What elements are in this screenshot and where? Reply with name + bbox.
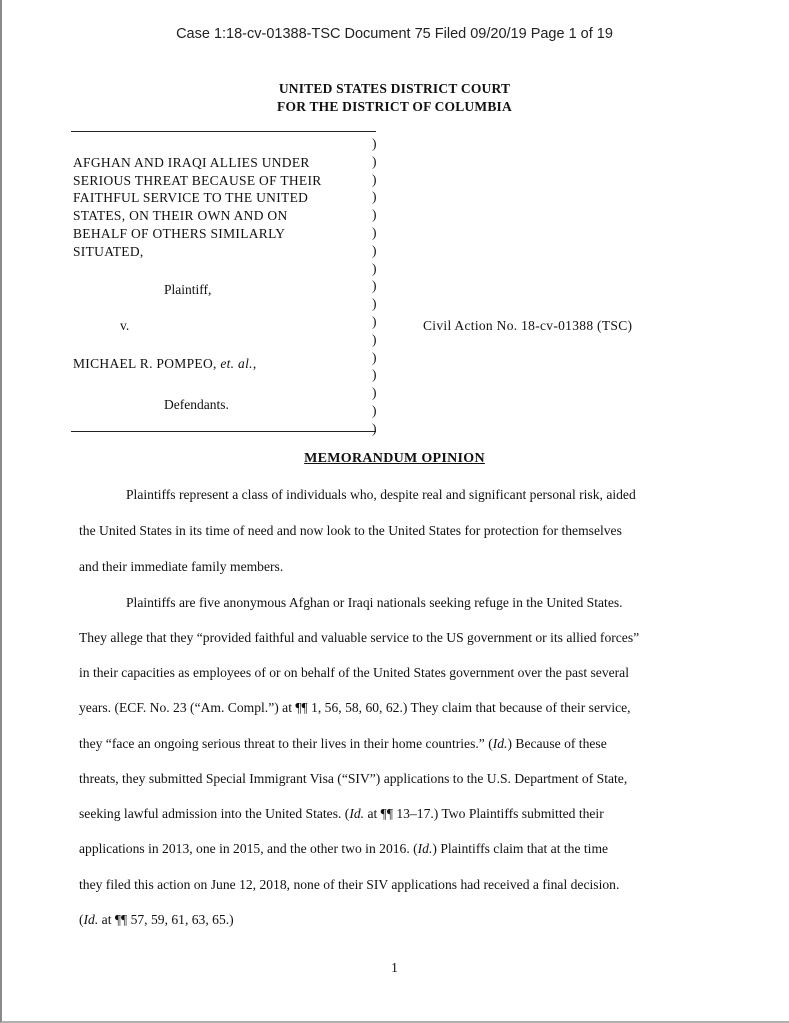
caption-paren: ) — [372, 136, 377, 151]
caption-paren: ) — [372, 296, 377, 312]
body-line — [79, 912, 234, 928]
defendant-name-text: MICHAEL R. POMPEO, — [73, 356, 221, 371]
caption-paren: ) — [372, 331, 377, 347]
body-text: ) Because of these — [507, 736, 607, 751]
caption-paren: ) — [372, 278, 377, 294]
body-line: and their immediate family members. — [79, 559, 284, 574]
caption-paren: ) — [372, 153, 377, 169]
body-text: at ¶¶ 57, 59, 61, 63, 65.) — [98, 912, 234, 927]
body-text: ) Plaintiffs claim that at the time — [432, 841, 609, 856]
body-line: years. (ECF. No. 23 (“Am. Compl.”) at ¶¶ 1, 56, 58, 60, 62.) They claim that because of their service, — [79, 700, 631, 715]
court-district: FOR THE DISTRICT OF COLUMBIA — [277, 99, 512, 114]
versus-label: v. — [120, 318, 130, 333]
caption-top-rule — [71, 131, 376, 132]
citation-id: Id. — [349, 806, 365, 821]
plaintiff-line: FAITHFUL SERVICE TO THE UNITED — [73, 190, 309, 206]
body-line: in their capacities as employees of or on behalf of the United States government over the past several — [79, 665, 629, 680]
plaintiff-names — [73, 154, 322, 260]
caption-paren: ) — [372, 242, 377, 258]
plaintiff-label: Plaintiff, — [164, 282, 212, 297]
plaintiff-line: SITUATED, — [73, 243, 144, 259]
civil-action-number: Civil Action No. 18-cv-01388 (TSC) — [423, 318, 633, 333]
defendant-label: Defendants. — [164, 397, 229, 412]
body-line: threats, they submitted Special Immigrant Visa (“SIV”) applications to the U.S. Department of State, — [79, 771, 628, 786]
case-header-stamp: Case 1:18-cv-01388-TSC Document 75 Filed 09/20/19 Page 1 of 19 — [176, 26, 613, 42]
defendant-name — [73, 356, 257, 372]
plaintiff-line: BEHALF OF OTHERS SIMILARLY — [73, 225, 286, 241]
caption-paren: ) — [372, 207, 377, 223]
body-text: applications in 2013, one in 2015, and the other two in 2016. ( — [79, 841, 418, 856]
page-number: 1 — [391, 960, 398, 975]
caption-paren: ) — [372, 402, 377, 418]
memorandum-title: MEMORANDUM OPINION — [304, 451, 485, 466]
plaintiff-line: SERIOUS THREAT BECAUSE OF THEIR — [73, 172, 322, 188]
body-line — [79, 806, 604, 822]
citation-id: Id. — [83, 912, 99, 927]
body-text: ( — [79, 912, 84, 927]
body-line — [79, 841, 608, 857]
caption-paren: ) — [372, 367, 377, 383]
body-line — [79, 736, 607, 752]
body-line: they filed this action on June 12, 2018, none of their SIV applications had received a final decision. — [79, 877, 620, 892]
caption-bottom-rule — [71, 431, 376, 432]
body-line: Plaintiffs represent a class of individuals who, despite real and significant personal risk, aided — [126, 487, 636, 502]
plaintiff-line: STATES, ON THEIR OWN AND ON — [73, 208, 288, 224]
caption-paren: ) — [372, 420, 377, 436]
caption-paren: ) — [372, 349, 377, 365]
body-text: at ¶¶ 13–17.) Two Plaintiffs submitted their — [364, 806, 604, 821]
caption-paren: ) — [372, 189, 377, 205]
body-text: seeking lawful admission into the United States. ( — [79, 806, 350, 821]
caption-paren: ) — [372, 313, 377, 329]
body-line: They allege that they “provided faithful and valuable service to the US government or its allied forces” — [79, 630, 640, 645]
defendant-et-al: et. al. — [220, 356, 253, 371]
citation-id: Id. — [492, 736, 508, 751]
caption-paren: ) — [372, 224, 377, 240]
body-line: the United States in its time of need and now look to the United States for protection for themselves — [79, 523, 622, 538]
caption-paren: ) — [372, 171, 377, 187]
defendant-comma: , — [252, 356, 257, 371]
court-name: UNITED STATES DISTRICT COURT — [278, 81, 511, 96]
body-line: Plaintiffs are five anonymous Afghan or Iraqi nationals seeking refuge in the United States. — [126, 595, 623, 610]
citation-id: Id. — [417, 841, 433, 856]
body-text: they “face an ongoing serious threat to their lives in their home countries.” ( — [79, 736, 493, 751]
plaintiff-line: AFGHAN AND IRAQI ALLIES UNDER — [73, 155, 310, 170]
caption-paren: ) — [372, 385, 377, 401]
caption-parenthesis-column — [372, 135, 377, 438]
caption-paren: ) — [372, 260, 377, 276]
